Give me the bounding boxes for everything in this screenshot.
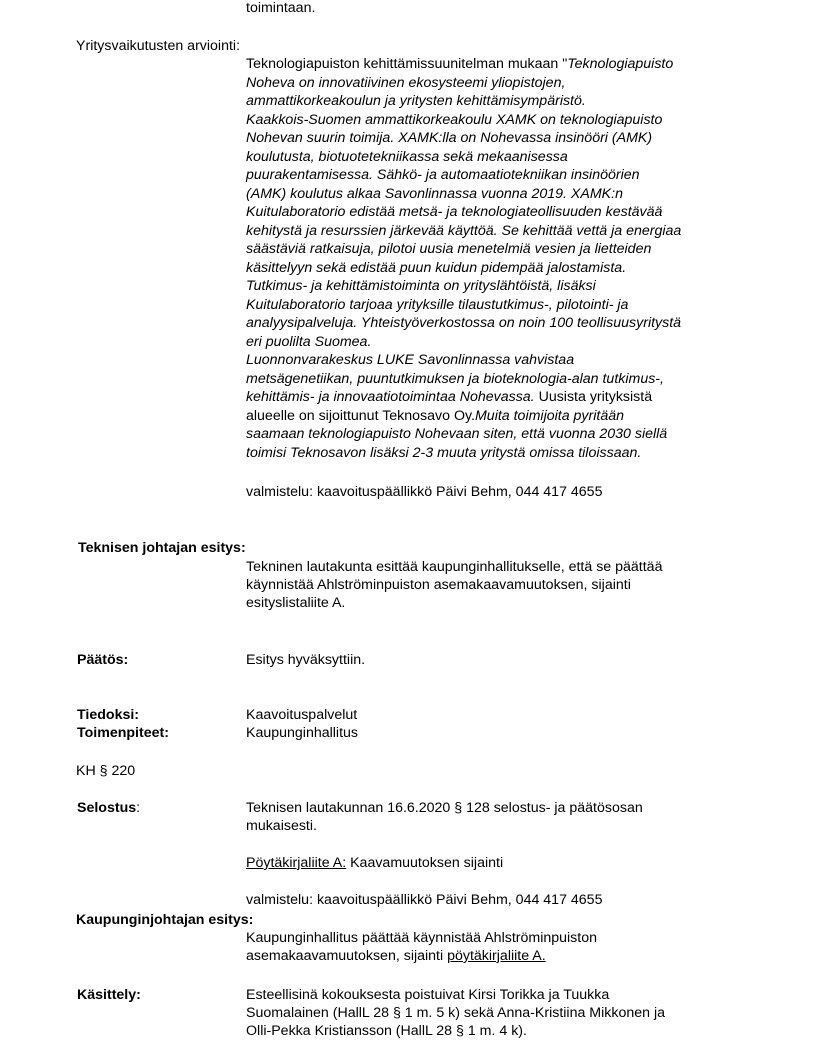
tech-proposal-line: käynnistää Ahlströminpuiston asemakaavamuutoksen, sijainti <box>246 577 631 593</box>
impact-line <box>246 111 662 129</box>
attachment-a-link-2[interactable]: pöytäkirjaliite A. <box>447 948 546 964</box>
mayor-proposal-text: asemakaavamuutoksen, sijainti <box>246 948 448 964</box>
impact-text-run: metsägenetiikan, puuntutkimuksen ja bioteknologia-alan tutkimus-, <box>246 370 664 387</box>
impact-text-run: Tutkimus- ja kehittämistoiminta on yrityslähtöistä, lisäksi <box>246 278 596 294</box>
impact-line <box>246 240 651 258</box>
impact-text-run: Kaakkois-Suomen ammattikorkeakoulu XAMK on teknologiapuisto <box>246 111 663 128</box>
kasittely-label: Käsittely: <box>77 987 141 1003</box>
impact-text-run: kehitystä ja resurssien järkevää käyttöä. Se kehittää vettä ja energiaa <box>246 222 682 239</box>
impact-line <box>246 74 565 92</box>
impact-line <box>246 203 662 221</box>
impact-text-run: Teknologiapuisto <box>567 56 674 72</box>
decision-label: Päätös: <box>77 652 129 668</box>
kasittely-line: Suomalainen (HallL 28 § 1 m. 5 k) sekä Anna-Kristiina Mikkonen ja <box>246 1005 666 1021</box>
kasittely-line: Esteellisinä kokouksesta poistuivat Kirsi Torikka ja Tuukka <box>246 987 610 1003</box>
impact-text-run: saamaan teknologiapuisto Nohevaan siten, että vuonna 2030 siellä <box>246 426 668 442</box>
impact-text-run: puurakentamisessa. Sähkö- ja automaatiotekniikan insinöörien <box>246 167 640 183</box>
impact-line <box>246 55 673 73</box>
impact-preparer: valmistelu: kaavoituspäällikkö Päivi Behm, 044 417 4655 <box>246 484 603 500</box>
impact-text-run: alueelle on sijoittunut Teknosavo Oy. <box>246 407 475 424</box>
impact-text-run: toimisi Teknosavon lisäksi 2-3 muuta yritystä omissa tiloissaan. <box>246 444 642 461</box>
selostus-line: Teknisen lautakunnan 16.6.2020 § 128 selostus- ja päätösosan <box>246 800 643 816</box>
impact-line <box>246 425 667 443</box>
tiedoksi-label: Tiedoksi: <box>77 707 140 723</box>
impact-line <box>246 148 568 166</box>
selostus-preparer: valmistelu: kaavoituspäällikkö Päivi Behm, 044 417 4655 <box>246 892 603 908</box>
decision-text: Esitys hyväksyttiin. <box>246 652 366 668</box>
impact-text-run: ammattikorkeakoulun ja yritysten kehittämisympäristö. <box>246 93 586 109</box>
impact-text-run: Teknologiapuiston kehittämissuunitelman mukaan " <box>246 56 568 72</box>
attachment-description: Kaavamuutoksen sijainti <box>346 855 504 871</box>
impact-line <box>246 314 681 332</box>
impact-text-run: analyysipalveluja. Yhteistyöverkostossa on noin 100 teollisuusyritystä <box>246 315 682 331</box>
impact-line <box>246 333 371 351</box>
impact-line <box>246 166 640 184</box>
selostus-colon: : <box>136 800 141 816</box>
impact-line <box>246 444 641 462</box>
impact-text-run: käsittelyyn sekä edistää puun kuidun pidempää jalostamista. <box>246 259 627 276</box>
tech-proposal-label: Teknisen johtajan esitys: <box>78 540 246 556</box>
toimenpiteet-label: Toimenpiteet: <box>77 725 169 741</box>
tech-proposal-line: Tekninen lautakunta esittää kaupunginhallitukselle, että se päättää <box>246 559 663 575</box>
impact-text-run: säästäviä ratkaisuja, pilotoi uusia menetelmiä vesien ja lietteiden <box>246 241 652 257</box>
mayor-proposal-label: Kaupunginjohtajan esitys: <box>76 912 254 928</box>
selostus-label-wrap <box>77 799 140 817</box>
impact-line <box>246 185 623 203</box>
impact-line <box>246 296 628 314</box>
impact-line <box>246 351 574 369</box>
impact-text-run: Luonnonvarakeskus LUKE Savonlinnassa vahvistaa <box>246 352 575 368</box>
impact-line <box>246 129 652 147</box>
impact-text-run: (AMK) koulutus alkaa Savonlinnassa vuonna 2019. XAMK:n <box>246 185 623 202</box>
impact-text-run: eri puolilta Suomea. <box>246 333 372 350</box>
impact-text-run: Noheva on innovatiivinen ekosysteemi yliopistojen, <box>246 74 566 91</box>
kasittely-line: Olli-Pekka Kristiansson (HallL 28 § 1 m. 4 k). <box>246 1023 527 1039</box>
impact-text-run: Kuitulaboratorio edistää metsä- ja teknologiateollisuuden kestävää <box>246 204 663 220</box>
toimenpiteet-text: Kaupunginhallitus <box>246 725 359 741</box>
impact-line <box>246 388 652 406</box>
impact-label: Yritysvaikutusten arviointi: <box>76 38 241 54</box>
impact-text-run: Uusista yrityksistä <box>534 389 653 405</box>
impact-line <box>246 92 586 110</box>
kh-section-heading: KH § 220 <box>76 763 136 779</box>
impact-text-run: koulutusta, biotuotetekniikassa sekä mekaanisessa <box>246 148 568 165</box>
impact-text-run: kehittämis- ja innovaatiotoimintaa Nohevassa. <box>246 389 535 405</box>
impact-text-run: Nohevan suurin toimija. XAMK:lla on Nohevassa insinööri (AMK) <box>246 130 653 146</box>
impact-line <box>246 222 681 240</box>
impact-line <box>246 259 626 277</box>
impact-text-run: Kuitulaboratorio tarjoaa yrityksille tilaustutkimus-, pilotointi- ja <box>246 296 629 313</box>
impact-line <box>246 370 664 388</box>
mayor-proposal-line <box>246 947 546 965</box>
mayor-proposal-line: Kaupunginhallitus päättää käynnistää Ahlströminpuiston <box>246 930 597 946</box>
continuation-text: toimintaan. <box>246 0 316 16</box>
impact-line <box>246 407 624 425</box>
tiedoksi-text: Kaavoituspalvelut <box>246 707 358 723</box>
attachment-line <box>246 854 503 872</box>
impact-text-run: Muita toimijoita pyritään <box>474 407 625 424</box>
impact-line <box>246 277 596 295</box>
selostus-line: mukaisesti. <box>246 818 317 834</box>
attachment-a-link[interactable]: Pöytäkirjaliite A: <box>246 855 347 871</box>
tech-proposal-line: esityslistaliite A. <box>246 595 346 611</box>
selostus-label: Selostus <box>77 800 137 816</box>
